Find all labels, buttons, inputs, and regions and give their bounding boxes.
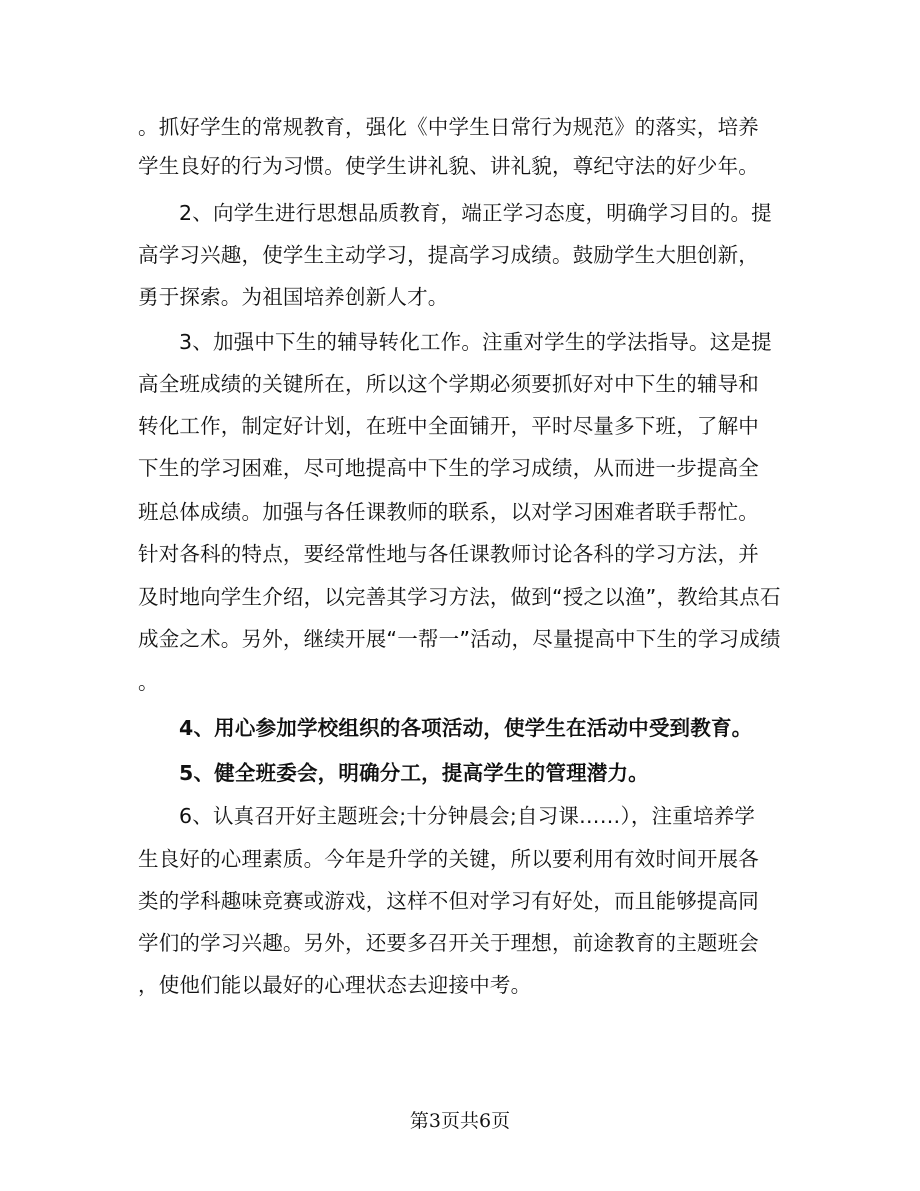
paragraph-2-line-1: 2、向学生进行思想品质教育，端正学习态度，明确学习目的。提: [179, 201, 772, 225]
paragraph-3-line-9: 。: [138, 670, 159, 694]
paragraph-1-line-1: 。抓好学生的常规教育，强化《中学生日常行为规范》的落实，培养: [138, 115, 759, 139]
page-number-footer: 第3页共6页: [409, 1110, 511, 1132]
paragraph-3-line-4: 下生的学习困难，尽可地提高中下生的学习成绩，从而进一步提高全: [138, 456, 759, 480]
paragraph-6-line-4: 学们的学习兴趣。另外，还要多召开关于理想，前途教育的主题班会: [138, 931, 759, 955]
paragraph-6-line-5: ，使他们能以最好的心理状态去迎接中考。: [138, 973, 532, 997]
paragraph-6-line-2: 生良好的心理素质。今年是升学的关键，所以要利用有效时间开展各: [138, 847, 759, 871]
paragraph-5-line-1: 5、健全班委会，明确分工，提高学生的管理潜力。: [179, 761, 649, 785]
paragraph-3-line-8: 成金之术。另外，继续开展“一帮一”活动，尽量提高中下生的学习成绩: [138, 627, 781, 651]
paragraph-3-line-1: 3、加强中下生的辅导转化工作。注重对学生的学法指导。这是提: [179, 330, 772, 354]
paragraph-3-line-3: 转化工作，制定好计划，在班中全面铺开，平时尽量多下班，了解中: [138, 414, 759, 438]
paragraph-3-line-5: 班总体成绩。加强与各任课教师的联系，以对学习困难者联手帮忙。: [138, 500, 759, 524]
paragraph-6-line-3: 类的学科趣味竞赛或游戏，这样不但对学习有好处，而且能够提高同: [138, 889, 759, 913]
paragraph-3-line-2: 高全班成绩的关键所在，所以这个学期必须要抓好对中下生的辅导和: [138, 372, 759, 396]
paragraph-3-line-7: 及时地向学生介绍，以完善其学习方法，做到“授之以渔”，教给其点石: [138, 585, 781, 609]
paragraph-2-line-2: 高学习兴趣，使学生主动学习，提高学习成绩。鼓励学生大胆创新，: [138, 243, 759, 267]
paragraph-3-line-6: 针对各科的特点，要经常性地与各任课教师讨论各科的学习方法，并: [138, 542, 759, 566]
paragraph-2-line-3: 勇于探索。为祖国培养创新人才。: [138, 285, 449, 309]
paragraph-1-line-2: 学生良好的行为习惯。使学生讲礼貌、讲礼貌，尊纪守法的好少年。: [138, 154, 759, 178]
paragraph-4-line-1: 4、用心参加学校组织的各项活动，使学生在活动中受到教育。: [179, 716, 753, 740]
paragraph-6-line-1: 6、认真召开好主题班会;十分钟晨会;自习课……），注重培养学: [179, 804, 756, 828]
